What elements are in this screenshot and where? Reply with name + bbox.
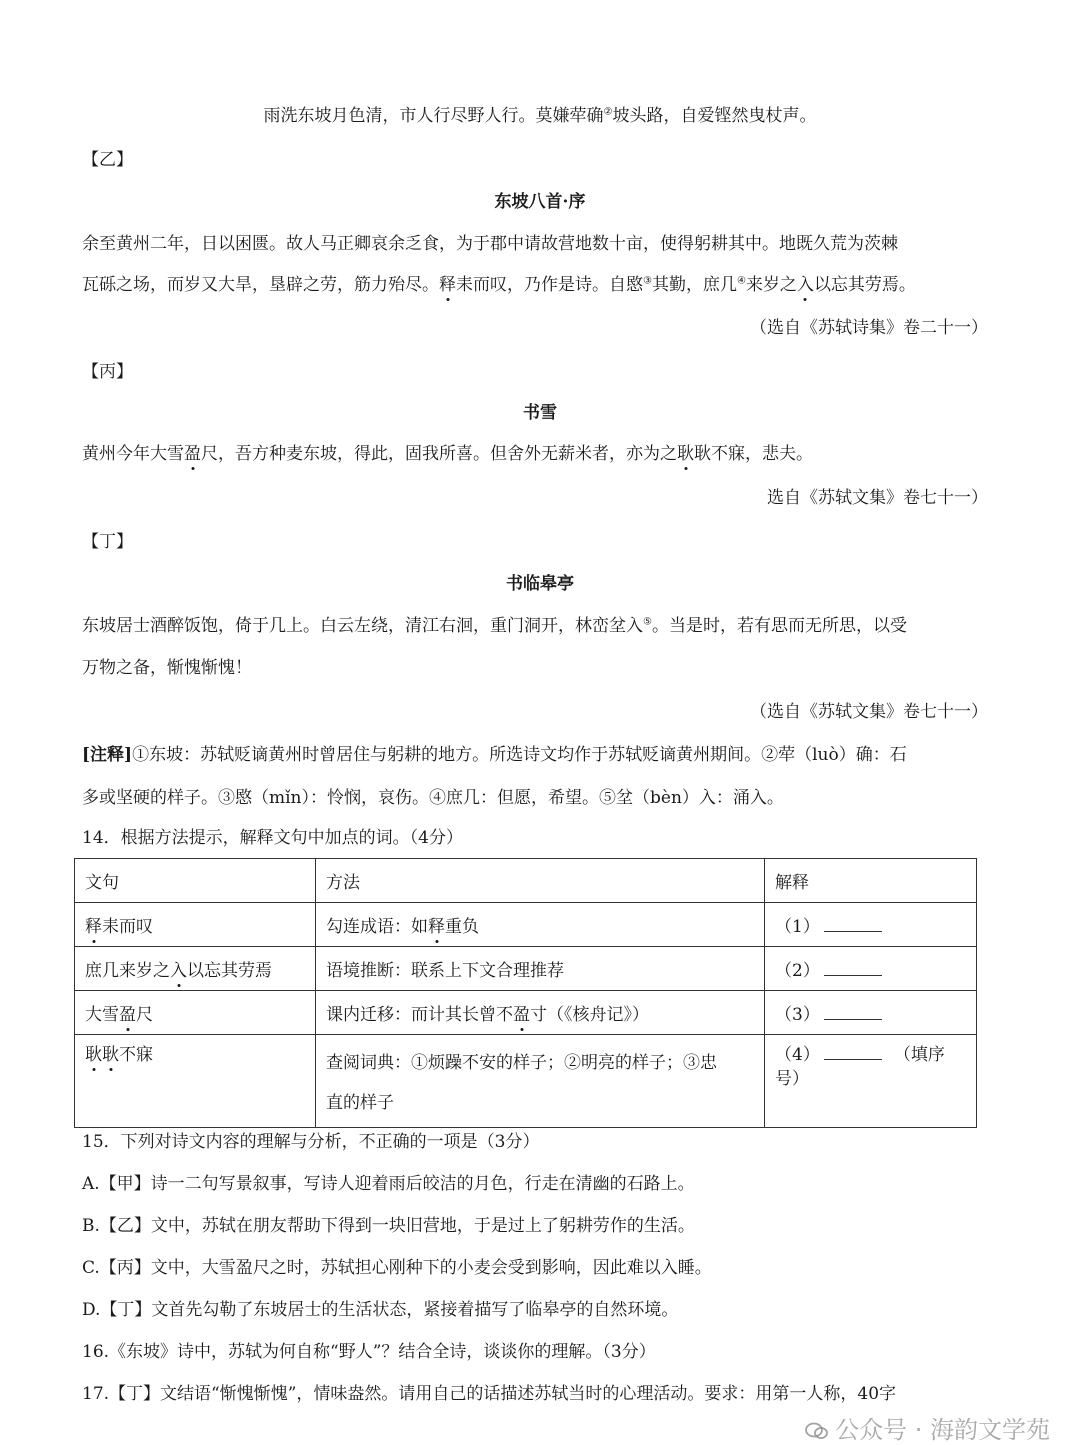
- section-marker-yi: 【乙】: [82, 150, 133, 170]
- dotted-word: 释: [439, 275, 456, 295]
- bing-source: 选自《苏轼文集》卷七十一）: [767, 488, 988, 508]
- option-b[interactable]: B.【乙】文中，苏轼在朋友帮助下得到一块旧营地，于是过上了躬耕劳作的生活。: [82, 1216, 695, 1236]
- ding-text-line-1: 东坡居士酒醉饭饱，倚于几上。白云左绕，清江右洄，重门洞开，林峦坌入⑤。当是时，若有思而无所思，以受: [82, 616, 907, 636]
- question-16-stem: 16.《东坡》诗中，苏轼为何自称“野人”？结合全诗，谈谈你的理解。（3分）: [82, 1342, 656, 1362]
- question-14-table: [74, 858, 977, 1128]
- yi-source: （选自《苏轼诗集》卷二十一）: [750, 318, 988, 338]
- yi-text-line-2: 瓦砾之场，而岁又大旱，垦辟之劳，筋力殆尽。释耒而叹，乃作是诗。自愍③其勤，庶几④来岁之入以忘其劳焉。: [82, 275, 916, 295]
- note-ref: ③: [643, 275, 652, 287]
- method-cell: 查阅词典：①烦躁不安的样子；②明亮的样子；③忠 直的样子: [316, 1035, 765, 1128]
- notes-label: [注释]: [82, 745, 133, 765]
- section-marker-bing: 【丙】: [82, 362, 133, 382]
- dotted-word: 入: [796, 275, 814, 295]
- answer-cell[interactable]: （2）: [765, 947, 977, 991]
- question-14-stem: 14．根据方法提示，解释文句中加点的词。（4分）: [82, 828, 463, 848]
- answer-cell[interactable]: （4） （填序号）: [765, 1035, 977, 1128]
- table-row: [75, 903, 977, 947]
- method-cell: 课内迁移：而计其长曾不盈寸（《核舟记》）: [316, 991, 765, 1035]
- sentence-cell: 释耒而叹: [75, 903, 316, 947]
- ding-text-line-2: 万物之备，惭愧惭愧！: [82, 658, 252, 678]
- note-ref: ④: [736, 275, 746, 287]
- poem-jia-last-line: 雨洗东坡月色清，市人行尽野人行。莫嫌荦确②坡头路，自爱铿然曳杖声。: [263, 106, 817, 126]
- answer-cell[interactable]: （3）: [765, 991, 977, 1035]
- section-title-yi: 东坡八首·序: [494, 192, 586, 212]
- note-ref: ②: [603, 106, 613, 118]
- sentence-cell: 庶几来岁之入以忘其劳焉: [75, 947, 316, 991]
- sentence-cell: 耿耿不寐: [75, 1035, 316, 1128]
- answer-blank[interactable]: [824, 915, 882, 932]
- table-header-cell: 解释: [765, 859, 977, 903]
- dotted-word: 耿: [677, 444, 694, 464]
- bing-text-line-1: 黄州今年大雪盈尺，吾方种麦东坡，得此，固我所喜。但舍外无薪米者，亦为之耿耿不寐，悲夫。: [82, 444, 813, 464]
- table-row: [75, 991, 977, 1035]
- option-a[interactable]: A.【甲】诗一二句写景叙事，写诗人迎着雨后皎洁的月色，行走在清幽的石路上。: [82, 1174, 695, 1194]
- method-cell: 语境推断：联系上下文合理推荐: [316, 947, 765, 991]
- answer-blank[interactable]: [824, 959, 882, 976]
- answer-blank[interactable]: [824, 1003, 882, 1020]
- question-17-stem: 17.【丁】文结语“惭愧惭愧”，情味盎然。请用自己的话描述苏轼当时的心理活动。要求：用第一人称，40字: [82, 1384, 897, 1404]
- section-title-bing: 书雪: [523, 403, 557, 423]
- option-d[interactable]: D.【丁】文首先勾勒了东坡居士的生活状态，紧接着描写了临皋亭的自然环境。: [82, 1300, 679, 1320]
- table-header-cell: 方法: [316, 859, 765, 903]
- watermark: 公众号 · 海韵文学苑: [805, 1410, 1050, 1445]
- method-cell: 勾连成语：如释重负: [316, 903, 765, 947]
- sentence-cell: 大雪盈尺: [75, 991, 316, 1035]
- dotted-word: 盈: [184, 444, 201, 464]
- answer-cell[interactable]: （1）: [765, 903, 977, 947]
- table-row: [75, 1035, 977, 1128]
- note-ref: ⑤: [643, 616, 652, 628]
- question-15-stem: 15．下列对诗文内容的理解与分析，不正确的一项是（3分）: [82, 1132, 540, 1152]
- wechat-icon: [805, 1422, 829, 1440]
- option-c[interactable]: C.【丙】文中，大雪盈尺之时，苏轼担心刚种下的小麦会受到影响，因此难以入睡。: [82, 1258, 712, 1278]
- section-marker-ding: 【丁】: [82, 532, 133, 552]
- notes-line-2: 多或坚硬的样子。③愍（mǐn）：怜悯，哀伤。④庶几：但愿，希望。⑤坌（bèn）入：涌入。: [82, 788, 784, 808]
- table-header-cell: 文句: [75, 859, 316, 903]
- ding-source: （选自《苏轼文集》卷七十一）: [750, 702, 988, 722]
- yi-text-line-1: 余至黄州二年，日以困匮。故人马正卿哀余乏食，为于郡中请故营地数十亩，使得躬耕其中。地既久荒为茨棘: [82, 234, 898, 254]
- section-title-ding: 书临皋亭: [506, 574, 574, 594]
- answer-blank[interactable]: [824, 1043, 882, 1060]
- table-header-row: [75, 859, 977, 903]
- notes-line-1: [注释]①东坡：苏轼贬谪黄州时曾居住与躬耕的地方。所选诗文均作于苏轼贬谪黄州期间。②荦（luò）确：石: [82, 745, 907, 765]
- table-row: [75, 947, 977, 991]
